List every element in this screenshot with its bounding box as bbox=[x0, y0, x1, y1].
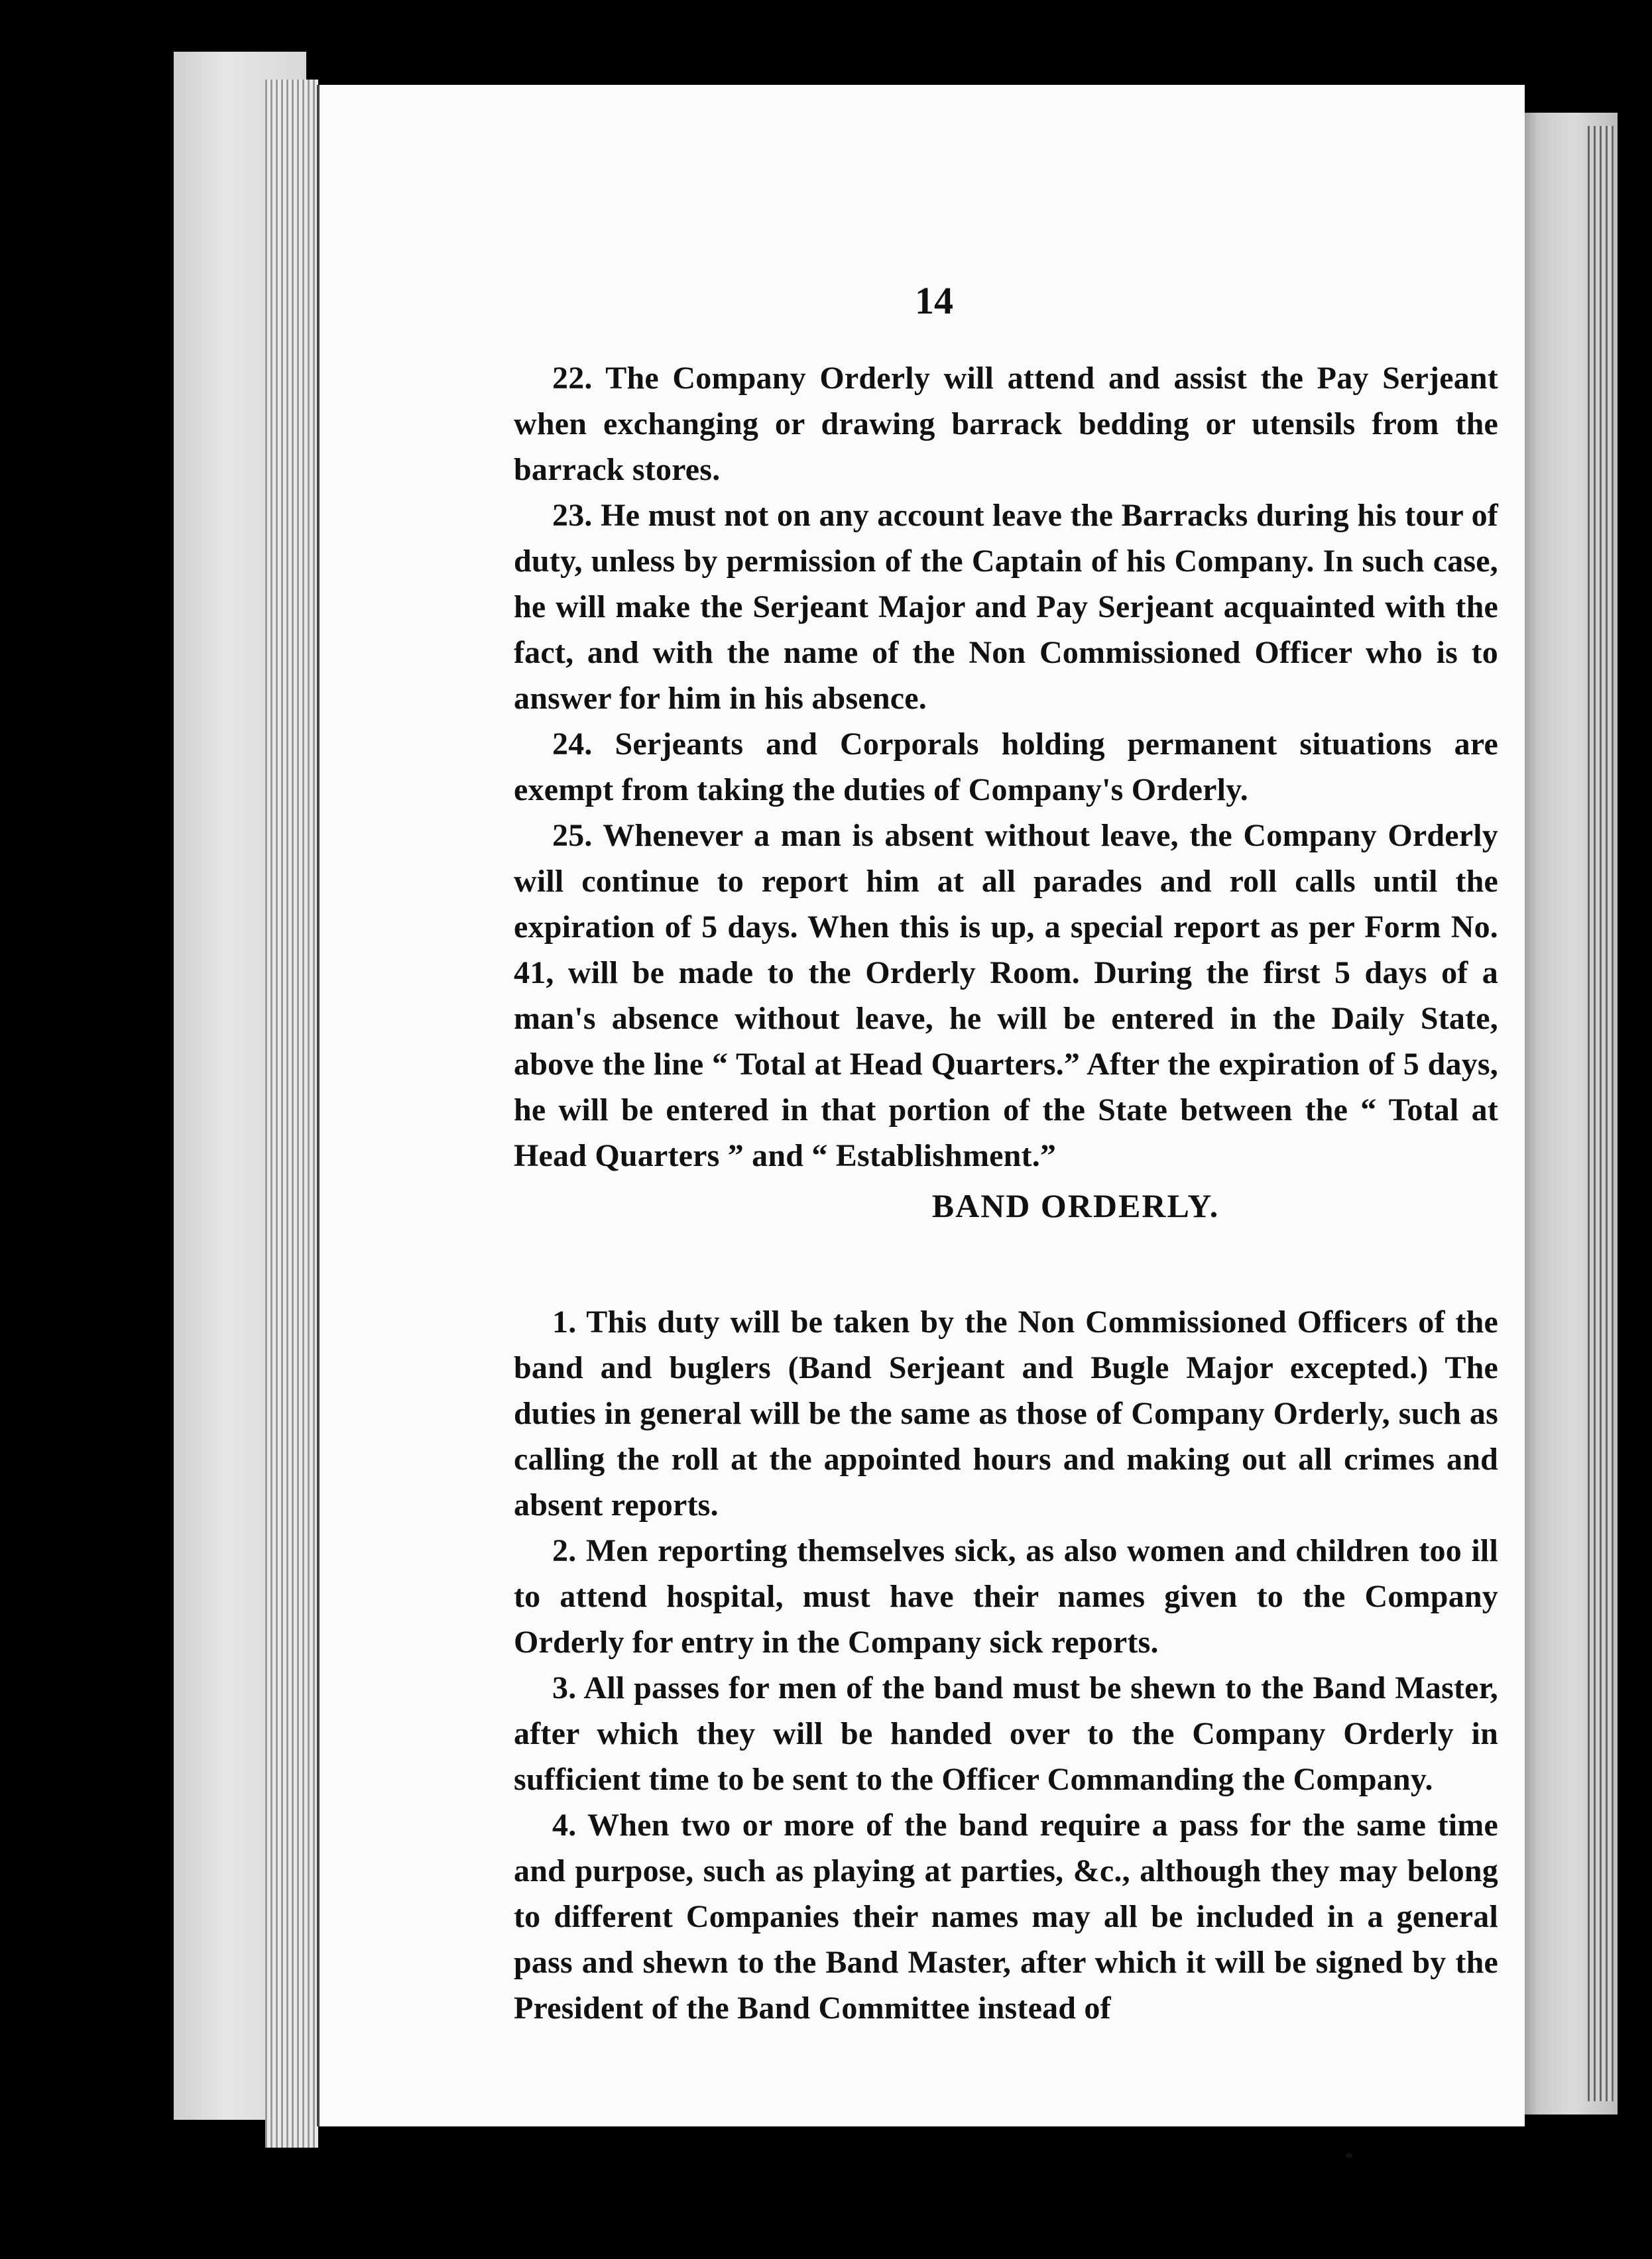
company-orderly-section bbox=[514, 355, 1498, 1179]
paragraph-25: 25. Whenever a man is absent without leave, the Company Orderly will continue to report him at all parades and roll calls until the expiration of 5 days. When this is up, a special report as per Form No. 41, will be made to the Orderly Room. During the first 5 days of a man's absence without leave, he will be entered in the Daily State, above the line “ Total at Head Quarters.” After the expiration of 5 days, he will be entered in that portion of the State between the “ Total at Head Quarters ” and “ Establishment.” bbox=[514, 818, 1498, 1173]
paragraph-23: 23. He must not on any account leave the Barracks during his tour of duty, unless by permission of the Captain of his Company. In such case, he will make the Serjeant Major and Pay Serjeant acquainted with the fact, and with the name of the Non Commissioned Officer who is to answer for him in his absence. bbox=[514, 498, 1498, 716]
page-number: 14 bbox=[915, 279, 953, 322]
page-stack-right bbox=[1588, 126, 1614, 2101]
paragraph-24: 24. Serjeants and Corporals holding permanent situations are exempt from taking the duties of Company's Orderly. bbox=[514, 726, 1498, 807]
band-paragraph-1: 1. This duty will be taken by the Non Commissioned Officers of the band and buglers (Band Serjeant and Bugle Major excepted.) The duties in general will be the same as those of Company Orderly, such as calling the roll at the appointed hours and making out all crimes and absent reports. bbox=[514, 1304, 1498, 1523]
paragraph-22: 22. The Company Orderly will attend and assist the Pay Serjeant when exchanging or drawing barrack bedding or utensils from the barrack stores. bbox=[514, 361, 1498, 487]
band-paragraph-3: 3. All passes for men of the band must be shewn to the Band Master, after which they will be handed over to the Company Orderly in sufficient time to be sent to the Officer Commanding the Company. bbox=[514, 1670, 1498, 1797]
ink-speck bbox=[1346, 2153, 1352, 2158]
band-paragraph-2: 2. Men reporting themselves sick, as also women and children too ill to attend hospital, must have their names given to the Company Orderly for entry in the Company sick reports. bbox=[514, 1533, 1498, 1660]
section-heading-band-orderly: BAND ORDERLY. bbox=[931, 1187, 1220, 1224]
page-stack-left bbox=[265, 80, 318, 2148]
band-paragraph-4: 4. When two or more of the band require a pass for the same time and purpose, such as playing at parties, &c., although they may belong to different Companies their names may all be included in a general pass and shewn to the Band Master, after which it will be signed by the President of the Band Committee instead of bbox=[514, 1808, 1498, 2026]
band-orderly-section bbox=[514, 1299, 1498, 2031]
